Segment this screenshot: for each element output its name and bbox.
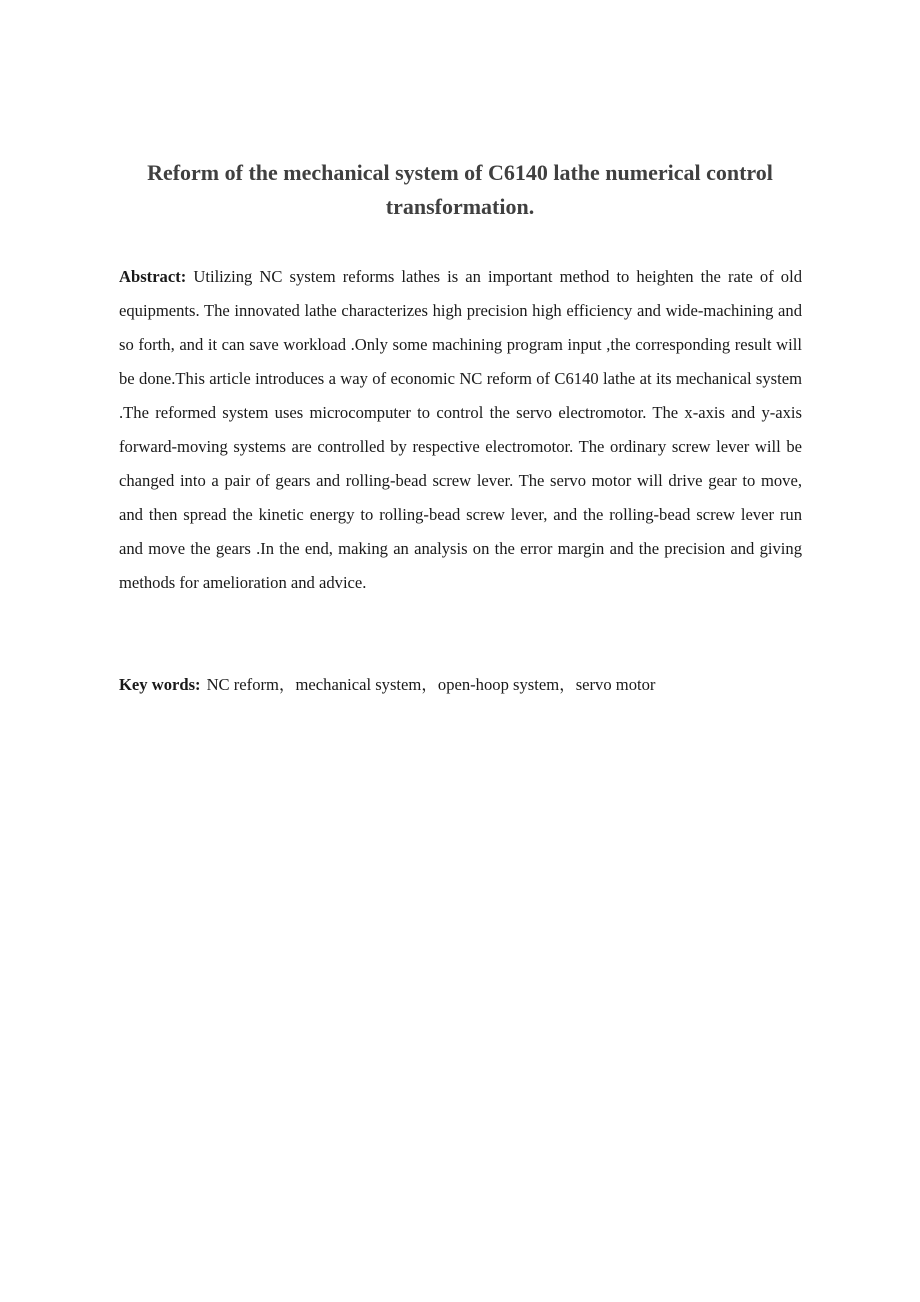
keywords-line bbox=[119, 668, 802, 702]
abstract-text: Utilizing NC system reforms lathes is an important method to heighten the rate of old equipments. The innovated lathe characterizes high precision high efficiency and wide-machining and so forth, and it can save workload .Only some machining program input ,the corresponding result will be done.This article introduces a way of economic NC reform of C6140 lathe at its mechanical system .The reformed system uses microcomputer to control the servo electromotor. The x-axis and y-axis forward-moving systems are controlled by respective electromotor. The ordinary screw lever will be changed into a pair of gears and rolling-bead screw lever. The servo motor will drive gear to move, and then spread the kinetic energy to rolling-bead screw lever, and the rolling-bead screw lever run and move the gears .In the end, making an analysis on the error margin and the precision and giving methods for amelioration and advice. bbox=[119, 267, 802, 592]
keywords-label: Key words: bbox=[119, 675, 201, 694]
abstract-label: Abstract: bbox=[119, 267, 187, 286]
paper-title: Reform of the mechanical system of C6140 lathe numerical control transformation. bbox=[147, 160, 773, 219]
keywords-text: NC reform，mechanical system，open-hoop system，servo motor bbox=[206, 675, 656, 694]
abstract-paragraph bbox=[119, 260, 802, 600]
